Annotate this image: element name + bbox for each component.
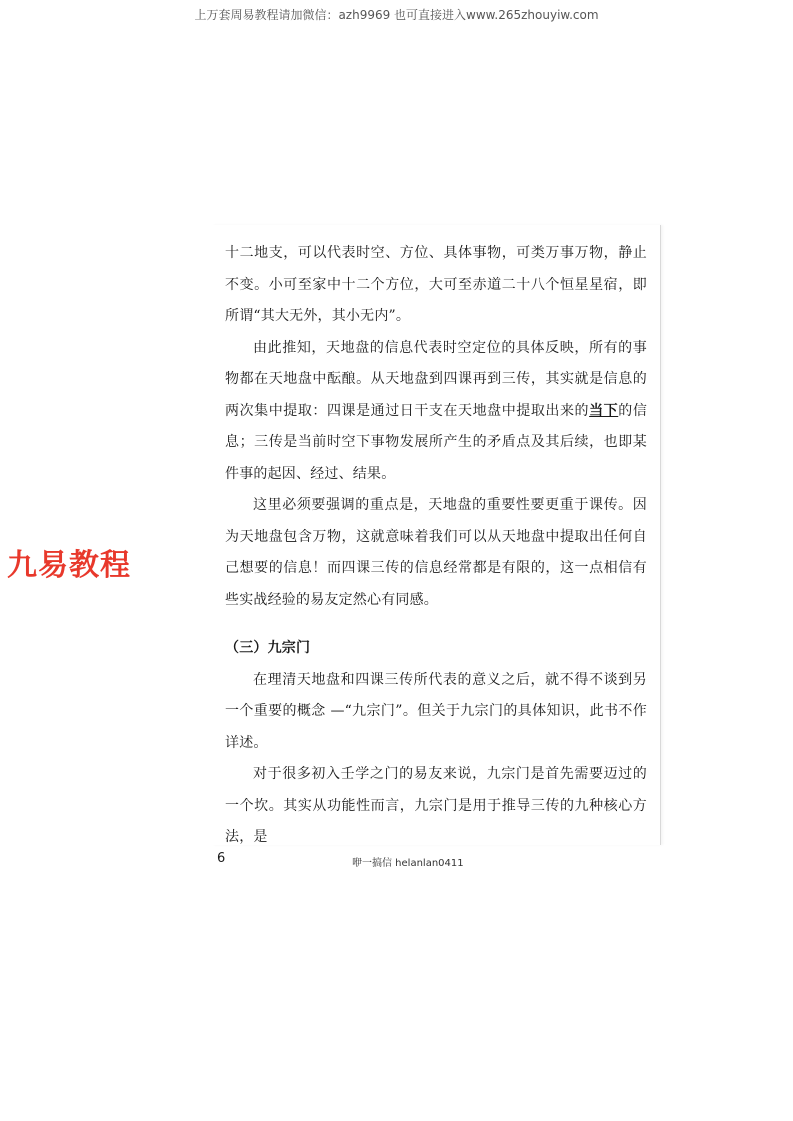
paragraph-2-text: 由此推知，天地盘的信息代表时空定位的具体反映，所有的事物都在天地盘中酝酿。从天地盘到四课再到三传，其实就是信息的两次集中提取：四课是通过日干支在天地盘中提取出来的 [225, 339, 647, 419]
emphasis-text: 当下 [589, 402, 619, 419]
paragraph-2-tail: 的信息；三传是当前时空下事物发展所产生的矛盾点及其后续，也即某件事的起因、经过、结果。 [225, 402, 648, 482]
page-number: 6 [217, 851, 226, 866]
page-body [225, 238, 647, 854]
paragraph-2 [225, 333, 647, 491]
footer-contact: 咿一搞信 helanlan0411 [352, 858, 464, 869]
section-title: （三）九宗门 [225, 640, 311, 656]
logo-watermark: 九易教程 [7, 548, 131, 583]
paragraph-4: 在理清天地盘和四课三传所代表的意义之后，就不得不谈到另一个重要的概念 —“九宗门”。但关于九宗门的具体知识，此书不作详述。 [225, 671, 647, 751]
top-watermark: 上万套周易教程请加微信：azh9969 也可直接进入www.265zhouyiw.com [194, 8, 599, 22]
paragraph-3: 这里必须要强调的重点是，天地盘的重要性要更重于课传。因为天地盘包含万物，这就意味着我们可以从天地盘中提取出任何自己想要的信息！而四课三传的信息经常都是有限的，这一点相信有些实战经验的易友定然心有同感。 [225, 497, 647, 608]
section-gap [225, 616, 647, 633]
paragraph-1: 十二地支，可以代表时空、方位、具体事物，可类万事万物，静止不变。小可至家中十二个方位，大可至赤道二十八个恒星星宿，即所谓“其大无外，其小无内”。 [225, 245, 647, 324]
paragraph-5: 对于很多初入壬学之门的易友来说，九宗门是首先需要迈过的一个坎。其实从功能性而言，九宗门是用于推导三传的九种核心方法，是 [225, 766, 647, 845]
